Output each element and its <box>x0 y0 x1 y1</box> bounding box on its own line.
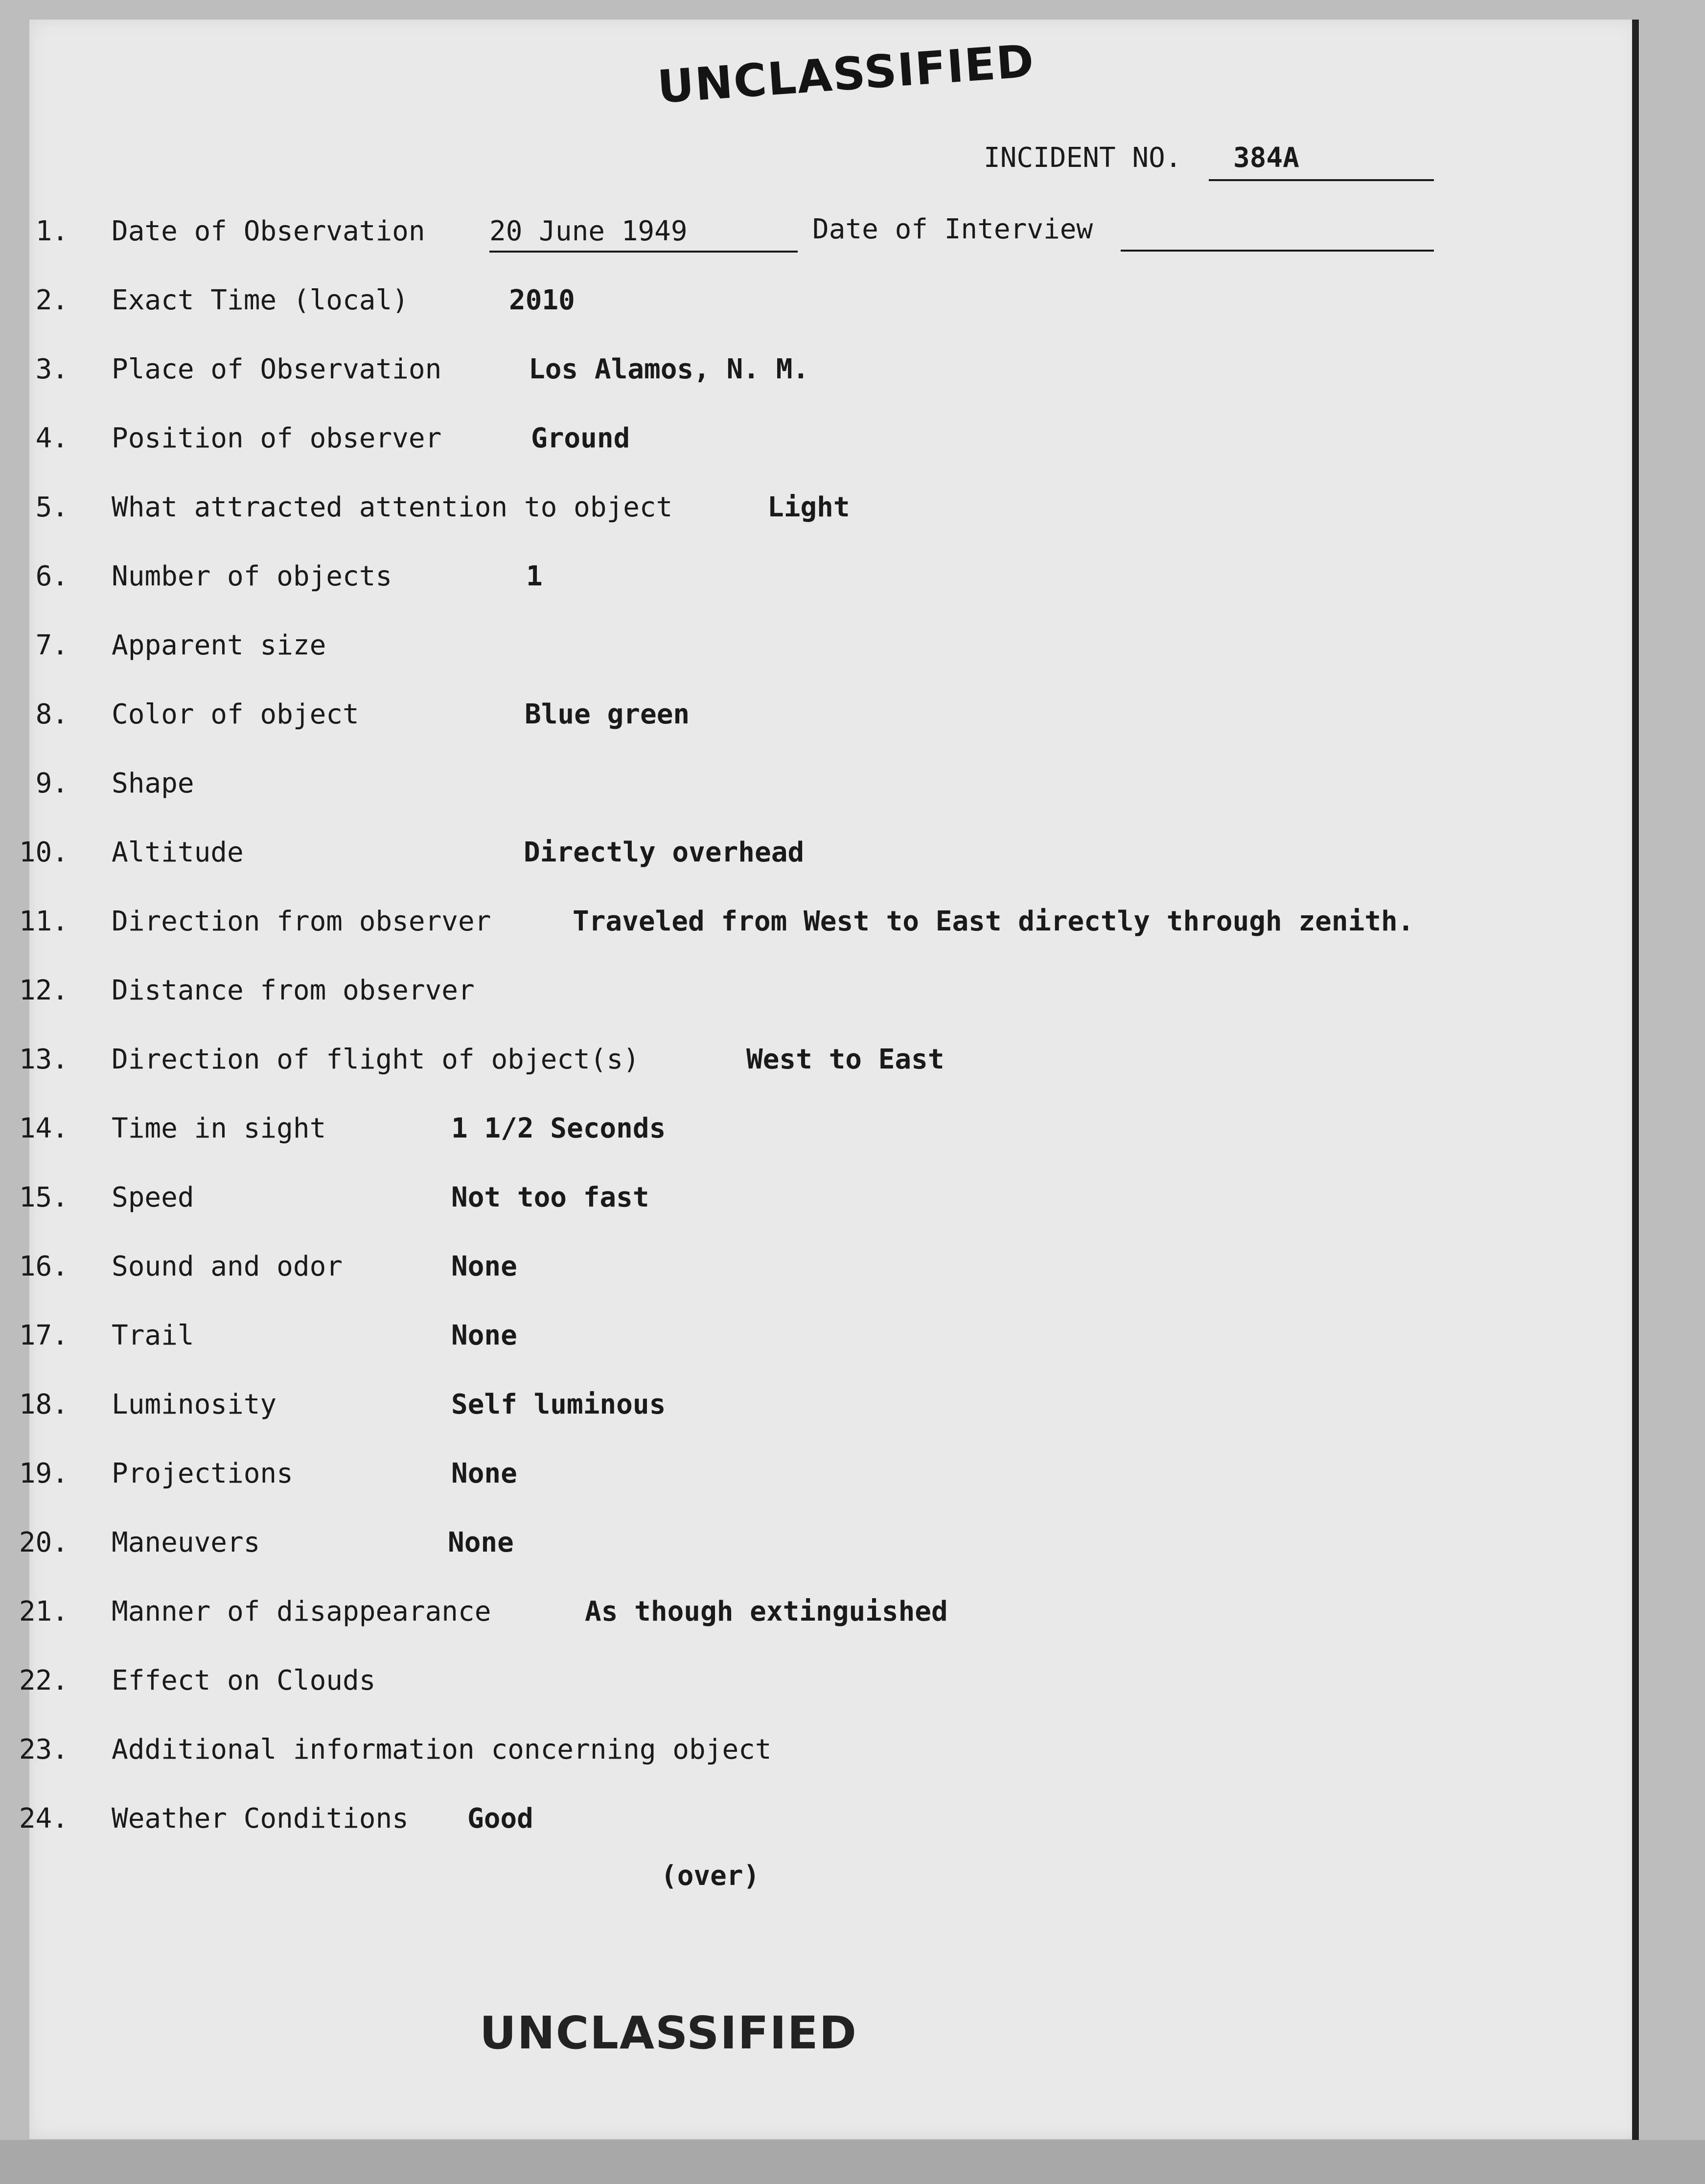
item-label: Effect on Clouds <box>112 1665 376 1696</box>
item-row <box>0 1320 1610 1359</box>
item-row <box>0 215 1610 255</box>
item-label: Manner of disappearance <box>112 1596 491 1627</box>
item-number: 1. <box>35 215 69 247</box>
classification-stamp-bottom: UNCLASSIFIED <box>480 2007 857 2059</box>
item-label: Additional information concerning object <box>112 1734 772 1766</box>
page-edge-right <box>1632 20 1639 2159</box>
item-number: 23. <box>19 1734 69 1766</box>
item-value: 1 1/2 Seconds <box>451 1113 666 1144</box>
item-row <box>0 906 1610 945</box>
item-label: Direction from observer <box>112 906 491 937</box>
item-label: Sound and odor <box>112 1251 343 1282</box>
item-row <box>0 767 1610 807</box>
item-number: 15. <box>19 1182 69 1213</box>
item-number: 20. <box>19 1527 69 1558</box>
item-value: As though extinguished <box>585 1596 948 1627</box>
item-label: Number of objects <box>112 560 392 592</box>
item-value: None <box>451 1320 517 1351</box>
item-label: Direction of flight of object(s) <box>112 1044 640 1075</box>
item-number: 14. <box>19 1113 69 1144</box>
item-row <box>0 1044 1610 1083</box>
item-value: 2010 <box>509 284 575 316</box>
item-number: 4. <box>35 422 69 454</box>
item-value: None <box>448 1527 514 1558</box>
item-number: 24. <box>19 1803 69 1835</box>
item-label: Shape <box>112 767 194 799</box>
item-label: Luminosity <box>112 1389 277 1420</box>
item-number: 22. <box>19 1665 69 1696</box>
incident-number-value: 384A <box>1233 142 1299 174</box>
item-label: Position of observer <box>112 422 442 454</box>
item-value: Not too fast <box>451 1182 649 1213</box>
item-row <box>0 1113 1610 1152</box>
page-edge-bottom <box>0 2140 1705 2184</box>
item-row <box>0 698 1610 738</box>
date-of-interview-label: Date of Interview <box>812 213 1093 245</box>
item-number: 9. <box>35 767 69 799</box>
item-label: What attracted attention to object <box>112 491 673 523</box>
item-label: Time in sight <box>112 1113 326 1144</box>
item-label: Trail <box>112 1320 194 1351</box>
item-label: Date of Observation <box>112 215 425 247</box>
item-row <box>0 1665 1610 1704</box>
item-row <box>0 422 1610 462</box>
item-row <box>0 1596 1610 1635</box>
item-row <box>0 1182 1610 1221</box>
item-number: 10. <box>19 836 69 868</box>
item-label: Apparent size <box>112 629 326 661</box>
item-row <box>0 975 1610 1014</box>
over-note: (over) <box>661 1860 760 1892</box>
item-label: Altitude <box>112 836 244 868</box>
item-number: 18. <box>19 1389 69 1420</box>
item-label: Projections <box>112 1458 293 1489</box>
item-value: Good <box>467 1803 533 1835</box>
item-row <box>0 1251 1610 1290</box>
item-label: Color of object <box>112 698 359 730</box>
item-number: 16. <box>19 1251 69 1282</box>
incident-number-label: INCIDENT NO. <box>984 142 1182 174</box>
item-row <box>0 284 1610 324</box>
item-number: 6. <box>35 560 69 592</box>
item-value: Light <box>767 491 850 523</box>
item-number: 21. <box>19 1596 69 1627</box>
item-row <box>0 491 1610 531</box>
item-number: 17. <box>19 1320 69 1351</box>
item-number: 19. <box>19 1458 69 1489</box>
item-row <box>0 836 1610 876</box>
item-label: Place of Observation <box>112 353 442 385</box>
item-label: Exact Time (local) <box>112 284 409 316</box>
item-row <box>0 629 1610 669</box>
item-value: None <box>451 1458 517 1489</box>
item-row <box>0 1527 1610 1566</box>
item-number: 8. <box>35 698 69 730</box>
item-value: West to East <box>746 1044 945 1075</box>
item-number: 3. <box>35 353 69 385</box>
item-row <box>0 353 1610 393</box>
item-row <box>0 1458 1610 1497</box>
item-number: 7. <box>35 629 69 661</box>
item-value: Ground <box>531 422 630 454</box>
item-value: Los Alamos, N. M. <box>529 353 809 385</box>
item-value: None <box>451 1251 517 1282</box>
item-label: Maneuvers <box>112 1527 260 1558</box>
item-row <box>0 1803 1610 1842</box>
item-value: Traveled from West to East directly through zenith. <box>573 906 1414 937</box>
item-number: 5. <box>35 491 69 523</box>
item-value: Directly overhead <box>524 836 805 868</box>
item-value: Blue green <box>525 698 690 730</box>
classification-stamp-top: UNCLASSIFIED <box>656 35 1037 114</box>
incident-number-underline <box>1209 179 1434 181</box>
item-value: 20 June 1949 <box>489 215 688 247</box>
item-number: 12. <box>19 975 69 1006</box>
item-value: Self luminous <box>451 1389 666 1420</box>
item-label: Weather Conditions <box>112 1803 409 1835</box>
item-row <box>0 1734 1610 1773</box>
item-number: 2. <box>35 284 69 316</box>
item-number: 11. <box>19 906 69 937</box>
item-number: 13. <box>19 1044 69 1075</box>
item-label: Speed <box>112 1182 194 1213</box>
item-value: 1 <box>526 560 543 592</box>
item-label: Distance from observer <box>112 975 475 1006</box>
item-row <box>0 560 1610 600</box>
item-row <box>0 1389 1610 1428</box>
